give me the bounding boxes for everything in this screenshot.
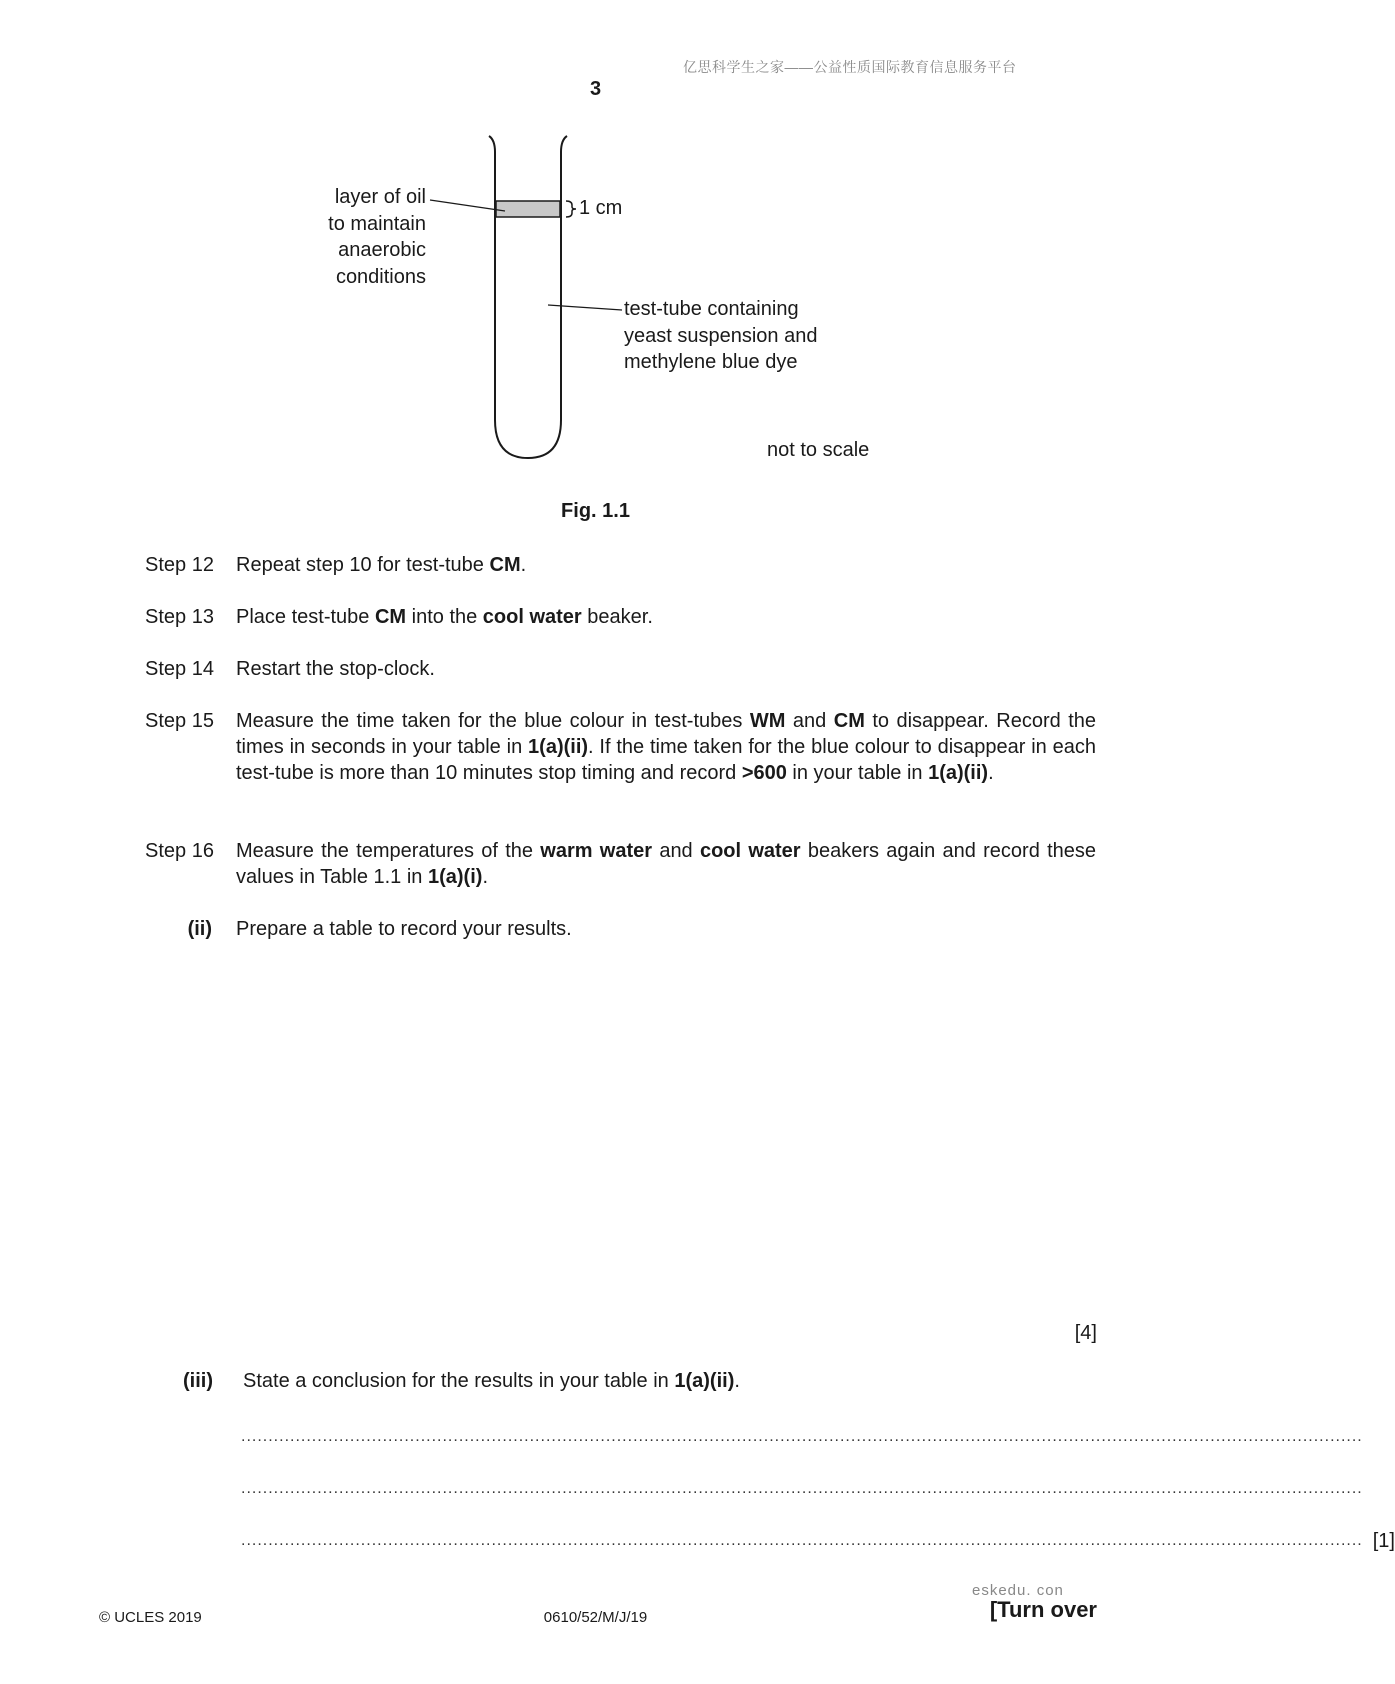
step-16 (145, 838, 1096, 890)
paper-code: 0610/52/M/J/19 (543, 1609, 648, 1626)
step-12 (145, 552, 1096, 578)
question-part-ii (145, 916, 1096, 942)
oil-layer (496, 201, 560, 217)
page-number: 3 (589, 78, 602, 100)
footer-watermark: eskedu. con (972, 1582, 1064, 1599)
step-number: Step 12 (145, 554, 214, 576)
step-text: Measure the temperatures of the warm water and cool water beakers again and record these values in Table 1.1 in 1(a)(i). (236, 840, 1097, 888)
part-tag: (ii) (187, 918, 212, 940)
measurement-label: 1 cm (579, 197, 623, 219)
part-text: Prepare a table to record your results. (236, 918, 572, 940)
step-number: Step 14 (145, 658, 214, 680)
marks-iii: [1] (1372, 1530, 1395, 1552)
test-tube-label: test-tube containing yeast suspension and methylene blue dye (624, 298, 818, 373)
step-14 (145, 656, 1096, 682)
header-watermark: 亿思科学生之家——公益性质国际教育信息服务平台 (683, 59, 1017, 75)
answer-line-3[interactable]: .............................................................................................................................................................................................................. (241, 1532, 1363, 1549)
copyright: © UCLES 2019 (99, 1609, 202, 1626)
tube-leader-line (548, 305, 622, 310)
oil-leader-line (430, 200, 505, 211)
step-13 (145, 604, 1096, 630)
measure-brace (566, 201, 576, 217)
figure-caption: Fig. 1.1 (561, 500, 630, 522)
results-table-area[interactable] (180, 950, 1096, 1290)
test-tube-outline (489, 136, 567, 458)
part-tag: (iii) (183, 1370, 213, 1392)
step-text: Restart the stop-clock. (236, 658, 435, 680)
step-number: Step 16 (145, 840, 214, 862)
step-number: Step 15 (145, 710, 214, 732)
step-text: Place test-tube CM into the cool water beaker. (236, 606, 653, 628)
turn-over: [Turn over (989, 1597, 1097, 1622)
test-tube-diagram (0, 0, 1191, 520)
answer-line-3-row (241, 1528, 1395, 1554)
step-number: Step 13 (145, 606, 214, 628)
answer-line-1[interactable]: .............................................................................................................................................................................................................. (241, 1428, 1363, 1445)
question-part-iii (145, 1368, 1096, 1394)
step-text: Repeat step 10 for test-tube CM. (236, 554, 527, 576)
scale-note: not to scale (767, 439, 870, 461)
step-text: Measure the time taken for the blue colour in test-tubes WM and CM to disappear. Record the times in seconds in your table in 1(a)(ii). If the time taken for the blue colour to disappear in each test-tube is more than 10 minutes stop timing and record >600 in your table in 1(a)(ii). (236, 710, 1096, 784)
oil-layer-label: layer of oil to maintain anaerobic conditions (328, 186, 426, 288)
part-text: State a conclusion for the results in your table in 1(a)(ii). (243, 1370, 740, 1392)
step-15 (145, 708, 1096, 786)
marks-ii: [4] (1074, 1322, 1097, 1344)
answer-line-2[interactable]: .............................................................................................................................................................................................................. (241, 1480, 1363, 1497)
